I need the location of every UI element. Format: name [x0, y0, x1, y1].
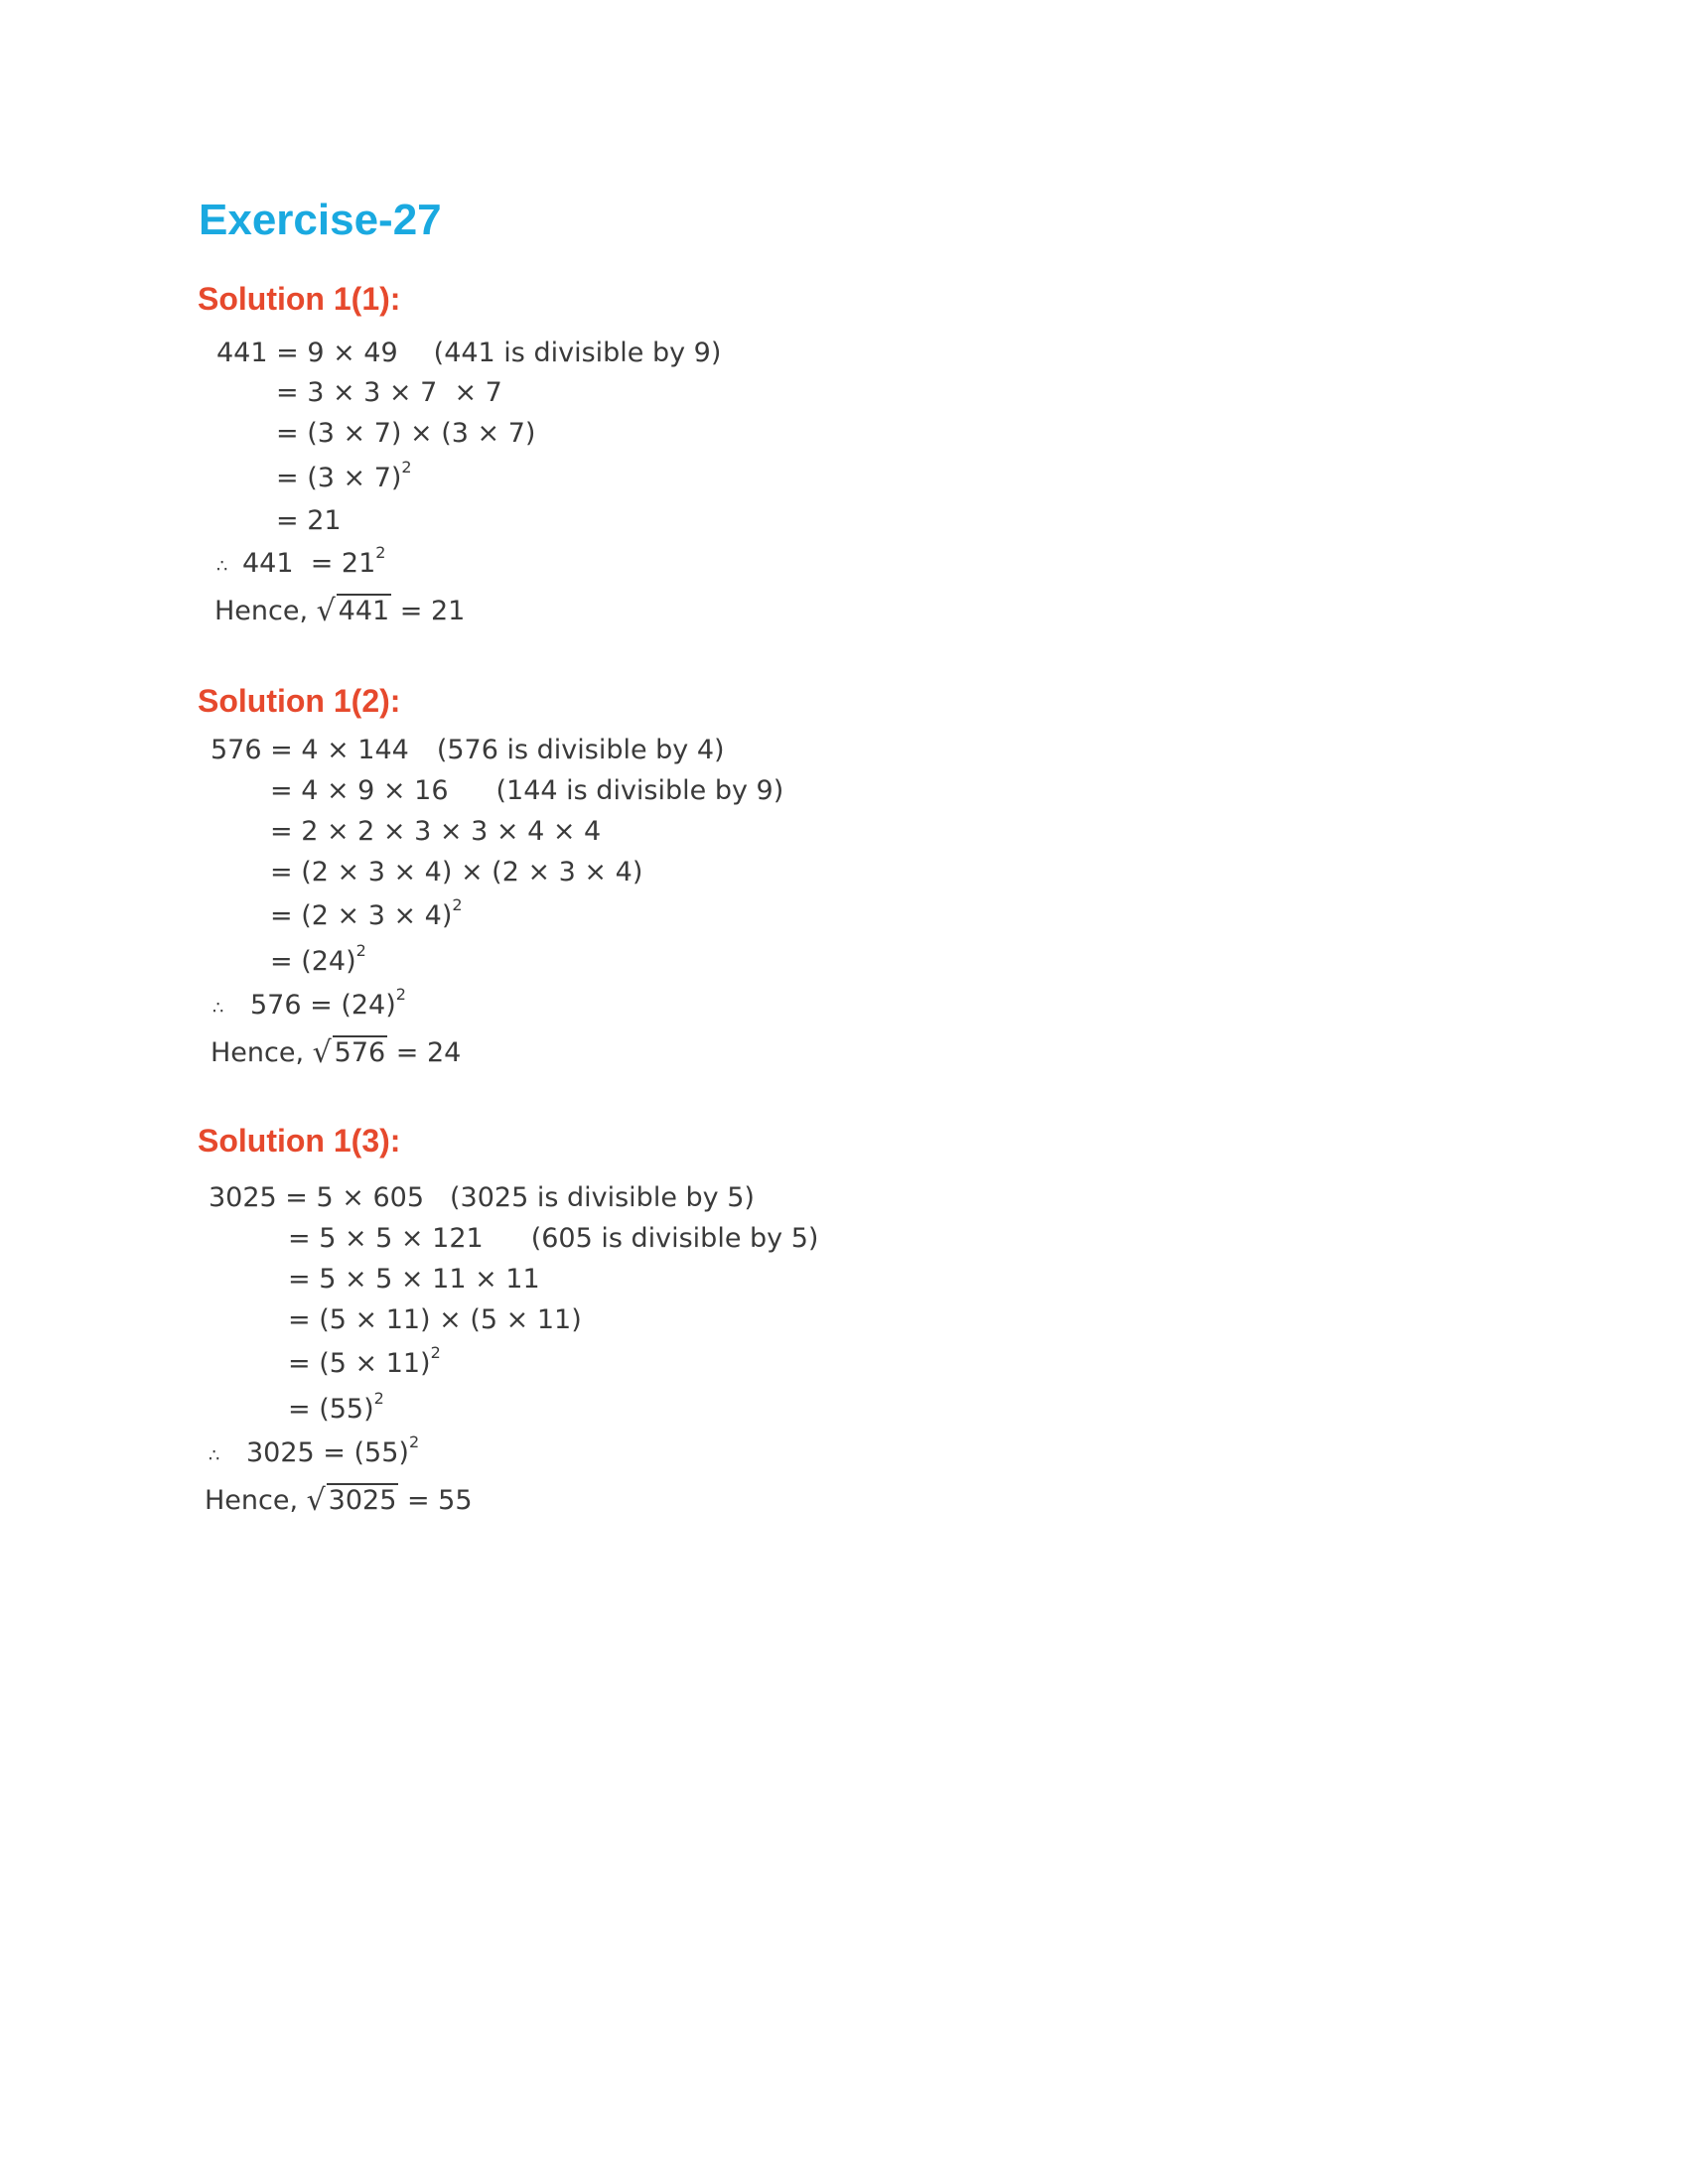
radical-icon: √ — [312, 1035, 332, 1070]
square-root — [317, 596, 392, 626]
exponent: 2 — [408, 1433, 420, 1451]
square-root — [313, 1037, 388, 1068]
therefore-symbol: ∴ — [212, 998, 224, 1019]
step-line: = (2 × 3 × 4) × (2 × 3 × 4) — [270, 857, 643, 887]
step-line — [216, 338, 721, 368]
step-note: (3025 is divisible by 5) — [450, 1182, 755, 1213]
step-line: = (5 × 11) × (5 × 11) — [288, 1304, 582, 1335]
radicand: 441 — [338, 596, 390, 626]
step-expression: 3025 = 5 × 605 — [209, 1182, 425, 1213]
hence-result: = 21 — [391, 596, 466, 626]
step-expression: = (5 × 11) — [288, 1348, 431, 1379]
step-expression: = 5 × 5 × 121 — [288, 1223, 484, 1254]
hence-result: = 24 — [387, 1037, 462, 1068]
step-line: = 2 × 2 × 3 × 3 × 4 × 4 — [270, 816, 602, 847]
solution-heading: Solution 1(1): — [198, 281, 401, 317]
conclusion-line — [216, 543, 386, 579]
step-line — [276, 458, 412, 493]
solution-heading: Solution 1(2): — [198, 683, 401, 719]
hence-line — [214, 596, 465, 626]
step-line — [270, 895, 463, 931]
radicand: 3025 — [328, 1485, 397, 1516]
step-line — [288, 1343, 441, 1379]
exponent: 2 — [430, 1343, 441, 1362]
step-expression: 3025 = (55) — [246, 1437, 409, 1468]
exponent: 2 — [355, 941, 366, 960]
step-line — [288, 1389, 384, 1425]
square-root — [307, 1485, 399, 1516]
hence-result: = 55 — [398, 1485, 473, 1516]
step-line: = 3 × 3 × 7 × 7 — [276, 377, 502, 408]
step-expression: = (3 × 7) — [276, 463, 402, 493]
radical-icon: √ — [316, 594, 336, 628]
therefore-symbol: ∴ — [216, 556, 228, 577]
step-expression: = (55) — [288, 1394, 374, 1425]
step-expression: = 4 × 9 × 16 — [270, 775, 449, 806]
step-line — [270, 775, 783, 806]
radical-icon: √ — [306, 1483, 326, 1518]
radicand: 576 — [334, 1037, 386, 1068]
step-note: (605 is divisible by 5) — [530, 1223, 819, 1254]
step-line — [209, 1182, 755, 1213]
step-expression: 576 = (24) — [250, 990, 396, 1021]
solution-heading: Solution 1(3): — [198, 1123, 401, 1159]
hence-line — [205, 1485, 473, 1516]
step-line: = (3 × 7) × (3 × 7) — [276, 418, 536, 449]
exponent: 2 — [395, 985, 406, 1004]
step-note: (441 is divisible by 9) — [433, 338, 722, 368]
hence-prefix: Hence, — [211, 1037, 313, 1068]
step-line: = 5 × 5 × 11 × 11 — [288, 1264, 540, 1295]
step-expression: 441 = 9 × 49 — [216, 338, 398, 368]
step-line: = 21 — [276, 505, 342, 536]
conclusion-line — [212, 985, 406, 1021]
conclusion-line — [209, 1433, 420, 1468]
page-title: Exercise-27 — [199, 196, 442, 244]
step-line — [211, 735, 725, 765]
step-line — [270, 941, 366, 977]
step-expression: 576 = 4 × 144 — [211, 735, 409, 765]
exponent: 2 — [452, 895, 463, 914]
therefore-symbol: ∴ — [209, 1445, 220, 1466]
hence-prefix: Hence, — [214, 596, 317, 626]
step-expression: = (24) — [270, 946, 356, 977]
exponent: 2 — [373, 1389, 384, 1408]
hence-prefix: Hence, — [205, 1485, 307, 1516]
step-expression: = (2 × 3 × 4) — [270, 900, 453, 931]
exponent: 2 — [401, 458, 412, 477]
hence-line — [211, 1037, 461, 1068]
exponent: 2 — [375, 543, 386, 562]
step-note: (144 is divisible by 9) — [495, 775, 784, 806]
step-expression: 441 = 21 — [242, 548, 376, 579]
step-line — [288, 1223, 818, 1254]
step-note: (576 is divisible by 4) — [436, 735, 725, 765]
